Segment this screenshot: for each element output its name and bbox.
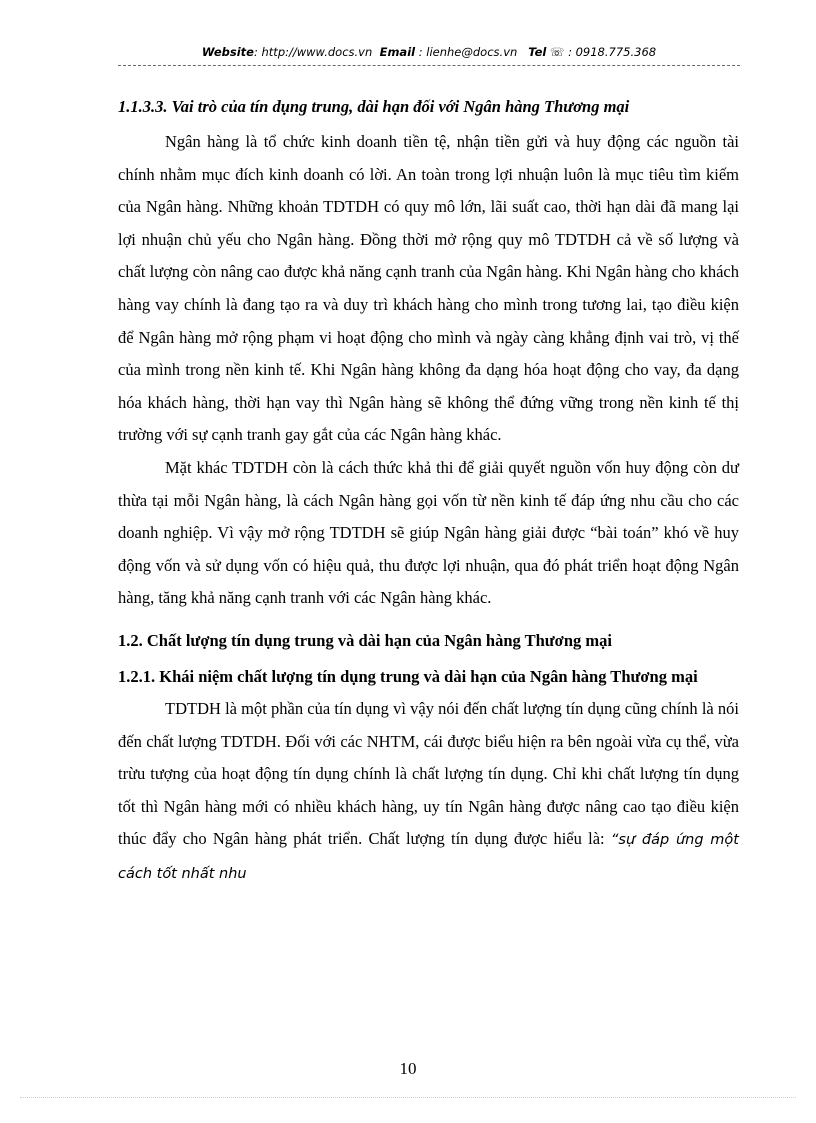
website-value: : http://www.docs.vn: [253, 45, 373, 59]
paragraph: Mặt khác TDTDH còn là cách thức khả thi để giải quyết nguồn vốn huy động còn dư thừa tại mỗi Ngân hàng, là cách Ngân hàng gọi vốn từ nền kinh tế đáp ứng nhu cầu cho các doanh nghiệp. Vì vậy mở rộng TDTDH sẽ giúp Ngân hàng giải được “bài toán” khó về huy động vốn và sử dụng vốn có hiệu quả, thu được lợi nhuận, qua đó phát triển hoạt động Ngân hàng, tăng khả năng cạnh tranh với các Ngân hàng khác.: [118, 457, 739, 608]
email-label: Email: [379, 45, 416, 59]
tel-value: : 0918.775.368: [568, 45, 657, 59]
phone-icon: ☏: [550, 45, 565, 59]
section-heading-1-2: 1.2. Chất lượng tín dụng trung và dài hạn của Ngân hàng Thương mại: [118, 630, 612, 650]
section-heading-1-1-3-3: 1.1.3.3. Vai trò của tín dụng trung, dài hạn đối với Ngân hàng Thương mại: [118, 97, 630, 116]
footer-divider: [20, 1097, 796, 1098]
header-divider: [118, 65, 740, 66]
section-heading-1-2-1: 1.2.1. Khái niệm chất lượng tín dụng trung và dài hạn của Ngân hàng Thương mại: [118, 666, 698, 686]
email-value: : lienhe@docs.vn: [418, 45, 518, 59]
paragraph: [118, 693, 739, 891]
definition-quote: “sự đáp ứng một cách tốt nhất nhu: [118, 832, 739, 882]
paragraph-text: TDTDH là một phần của tín dụng vì vậy nói đến chất lượng tín dụng cũng chính là nói đến chất lượng TDTDH. Đối với các NHTM, cái được biểu hiện ra bên ngoài vừa cụ thể, vừa trừu tượng của hoạt động tín dụng chính là chất lượng tín dụng. Chỉ khi chất lượng tín dụng tốt thì Ngân hàng mới có nhiều khách hàng, uy tín Ngân hàng được nâng cao tạo điều kiện thúc đẩy cho Ngân hàng phát triển. Chất lượng tín dụng được hiểu là:: [118, 698, 739, 849]
page-number: 10: [399, 1059, 417, 1078]
document-body: [118, 90, 739, 890]
paragraph: Ngân hàng là tổ chức kinh doanh tiền tệ, nhận tiền gửi và huy động các nguồn tài chính nhằm mục đích kinh doanh có lời. An toàn trong lợi nhuận luôn là mục tiêu tìm kiếm của Ngân hàng. Những khoản TDTDH có quy mô lớn, lãi suất cao, thời hạn dài đã mang lại lợi nhuận chủ yếu cho Ngân hàng. Đồng thời mở rộng quy mô TDTDH cả về số lượng và chất lượng còn nâng cao được khả năng cạnh tranh của Ngân hàng. Khi Ngân hàng cho khách hàng vay chính là đang tạo ra và duy trì khách hàng cho mình trong tương lai, tạo điều kiện để Ngân hàng mở rộng phạm vi hoạt động cho mình và ngày càng khẳng định vai trò, vị thế của mình trong nền kinh tế. Khi Ngân hàng không đa dạng hóa hoạt động cho vay, đa dạng hóa khách hàng, thời hạn vay thì Ngân hàng sẽ không thể đứng vững trong nền kinh tế thị trường với sự cạnh tranh gay gắt của các Ngân hàng khác.: [118, 132, 739, 445]
page-header: [118, 45, 740, 59]
tel-label: Tel: [528, 45, 547, 59]
website-label: Website: [201, 45, 254, 59]
